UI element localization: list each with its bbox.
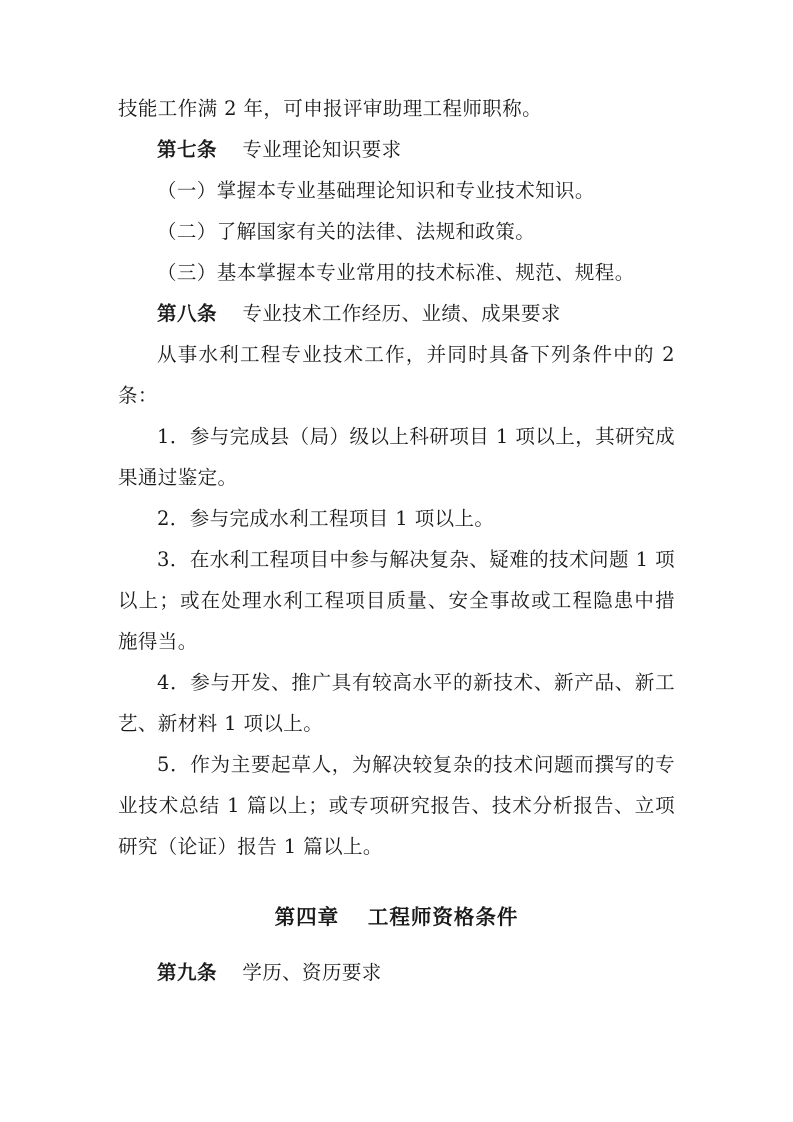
article-label: 第七条 xyxy=(157,138,218,161)
article-eight-intro: 从事水利工程专业技术工作，并同时具备下列条件中的 2 条： xyxy=(118,343,675,407)
document-body xyxy=(118,88,675,993)
chapter-four-title xyxy=(118,897,675,938)
article-label: 第九条 xyxy=(157,961,218,984)
article-text: 专业技术工作经历、业绩、成果要求 xyxy=(242,302,561,325)
article-eight-item-3: 3．在水利工程项目中参与解决复杂、疑难的技术问题 1 项以上；或在处理水利工程项目质量、安全事故或工程隐患中措施得当。 xyxy=(118,548,675,653)
article-nine-heading xyxy=(118,952,675,993)
paragraph-continuation-skill-years: 技能工作满 2 年，可申报评审助理工程师职称。 xyxy=(118,97,543,120)
chapter-label: 第四章 xyxy=(274,905,340,929)
article-eight-item-1: 1．参与完成县（局）级以上科研项目 1 项以上，其研究成果通过鉴定。 xyxy=(118,425,675,489)
article-eight-item-4: 4．参与开发、推广具有较高水平的新技术、新产品、新工艺、新材料 1 项以上。 xyxy=(118,671,675,735)
article-seven-heading xyxy=(118,129,675,170)
item-seven-2: （二）了解国家有关的法律、法规和政策。 xyxy=(157,220,536,243)
article-text: 学历、资历要求 xyxy=(242,961,382,984)
article-eight-item-2: 2．参与完成水利工程项目 1 项以上。 xyxy=(157,507,495,530)
article-eight-heading xyxy=(118,293,675,334)
article-eight-item-5: 5．作为主要起草人，为解决较复杂的技术问题而撰写的专业技术总结 1 篇以上；或专项研究报告、技术分析报告、立项研究（论证）报告 1 篇以上。 xyxy=(118,753,675,858)
article-text: 专业理论知识要求 xyxy=(242,138,402,161)
item-seven-1: （一）掌握本专业基础理论知识和专业技术知识。 xyxy=(157,179,595,202)
chapter-text: 工程师资格条件 xyxy=(367,905,519,929)
item-seven-3: （三）基本掌握本专业常用的技术标准、规范、规程。 xyxy=(157,261,635,284)
article-label: 第八条 xyxy=(157,302,218,325)
